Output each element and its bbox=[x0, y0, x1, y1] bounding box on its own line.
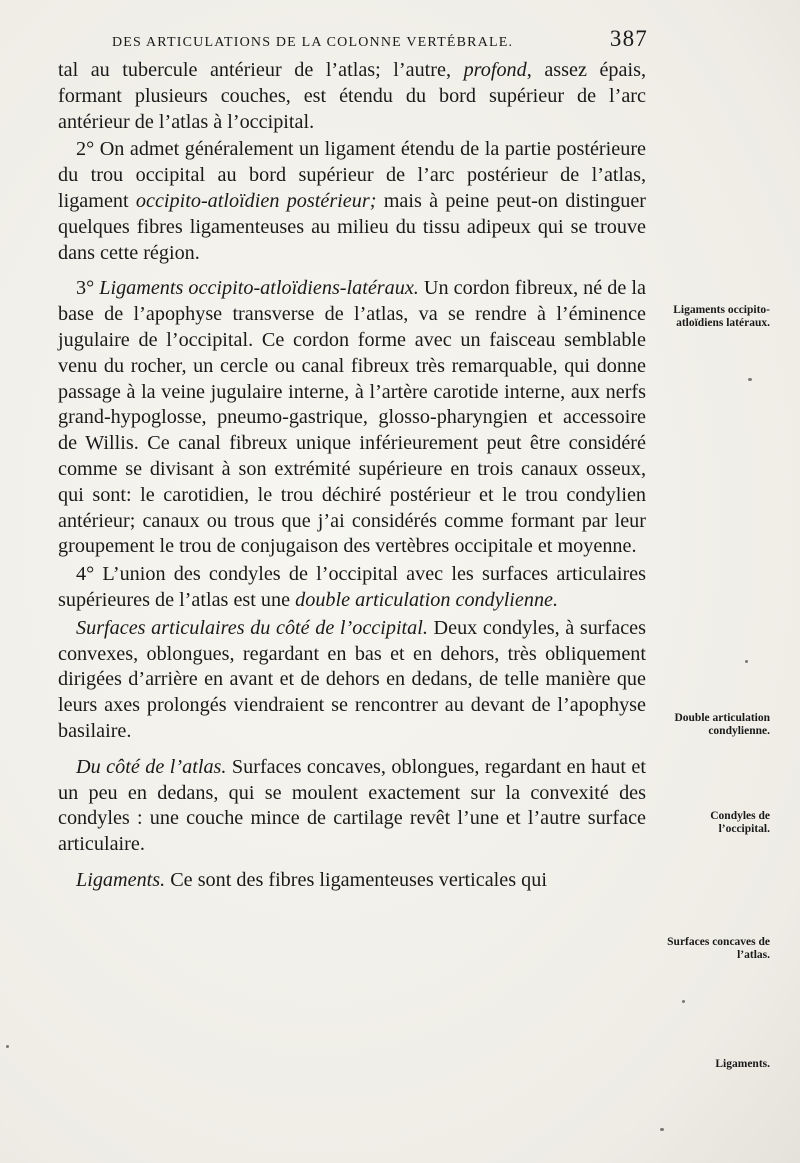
text-run: 4° L’union des condyles de l’occipital avec les surfaces articulaires supérieures de l’atlas est une bbox=[58, 563, 646, 611]
margin-note-ligaments: Ligaments. bbox=[715, 1058, 770, 1070]
text-run: , assez épais, formant plusieurs couches, est étendu du bord supérieur de l’arc antérieur de l’atlas à l’occipital. bbox=[58, 59, 646, 133]
italic-term: profond bbox=[463, 59, 527, 81]
ink-speck bbox=[748, 378, 752, 381]
margin-note-concave-surfaces: Surfaces concaves de l’atlas. bbox=[667, 936, 770, 961]
section-heading-italic: Du côté de l’atlas. bbox=[76, 755, 227, 778]
ink-speck bbox=[682, 1000, 685, 1003]
text-run: mais à peine peut-on distinguer quelques fibres ligamenteuses au milieu du tissu adipeux qui se trouve dans cette région. bbox=[58, 189, 647, 264]
paragraph-3 bbox=[58, 276, 646, 560]
paragraph-2 bbox=[58, 137, 646, 266]
paragraph-5 bbox=[58, 616, 646, 745]
ink-speck bbox=[660, 1128, 664, 1131]
margin-note-double-articulation: Double articulation condylienne. bbox=[674, 712, 770, 737]
paragraph-7 bbox=[58, 868, 646, 894]
section-heading-italic: Surfaces articulaires du côté de l’occipital. bbox=[76, 616, 428, 639]
paragraph-6 bbox=[58, 755, 646, 858]
ink-speck bbox=[6, 1045, 9, 1048]
text-run: 2° On admet généralement un ligament étendu de la partie postérieure du trou occipital au bord supérieur de l’arc postérieur de l’atlas, ligament bbox=[58, 138, 646, 212]
text-run: Deux condyles, à surfaces convexes, oblongues, regardant en bas et en dehors, très obliquement dirigées d’arrière en avant et de dehors en dedans, de telle manière que leurs axes prolongés viendraient se rencontrer au devant de l’apophyse basilaire. bbox=[58, 616, 646, 742]
paragraph-1 bbox=[58, 58, 646, 135]
margin-note-lateral-ligaments: Ligaments occipito-atloïdiens latéraux. bbox=[673, 304, 770, 329]
section-heading-italic: Ligaments. bbox=[76, 868, 166, 891]
paragraph-4 bbox=[58, 562, 646, 614]
margin-note-condyles: Condyles de l’occipital. bbox=[710, 810, 770, 835]
page-header bbox=[112, 26, 648, 56]
text-run: tal au tubercule antérieur de l’atlas; l’autre, bbox=[58, 59, 464, 81]
text-run: 3° bbox=[76, 277, 100, 300]
section-heading-italic: Ligaments occipito-atloïdiens-latéraux. bbox=[99, 277, 419, 300]
page-number: 387 bbox=[609, 26, 648, 51]
text-run: Ce sont des fibres ligamenteuses verticales qui bbox=[165, 868, 547, 891]
running-title: DES ARTICULATIONS DE LA COLONNE VERTÉBRALE. bbox=[112, 35, 514, 50]
italic-term: occipito-atloïdien postérieur; bbox=[135, 189, 377, 212]
text-run: Un cordon fibreux, né de la base de l’apophyse transverse de l’atlas, va se rendre à l’éminence jugulaire de l’occipital. Ce cordon forme avec un faisceau semblable venu du rocher, un cercle ou canal fibreux très remarquable, qui donne passage à la veine jugulaire interne, à l’artère carotide interne, aux nerfs grand-hypoglosse, pneumo-gastrique, glosso-pharyngien et accessoire de Willis. Ce canal fibreux unique inférieurement peut être considéré comme se divisant à son extrémité supérieure en trois canaux osseux, qui sont: le carotidien, le trou déchiré postérieur et le trou condylien antérieur; canaux ou trous que j’ai considérés comme formant par leur groupement le trou de conjugaison des vertèbres occipitale et moyenne. bbox=[58, 277, 646, 558]
body-text bbox=[58, 58, 646, 894]
text-run: Surfaces concaves, oblongues, regardant en haut et un peu en dedans, qui se moulent exactement sur la convexité des condyles : une couche mince de cartilage revêt l’une et l’autre surface articulaire. bbox=[58, 755, 646, 856]
italic-term: double articulation condylienne. bbox=[295, 588, 559, 611]
ink-speck bbox=[745, 660, 748, 663]
